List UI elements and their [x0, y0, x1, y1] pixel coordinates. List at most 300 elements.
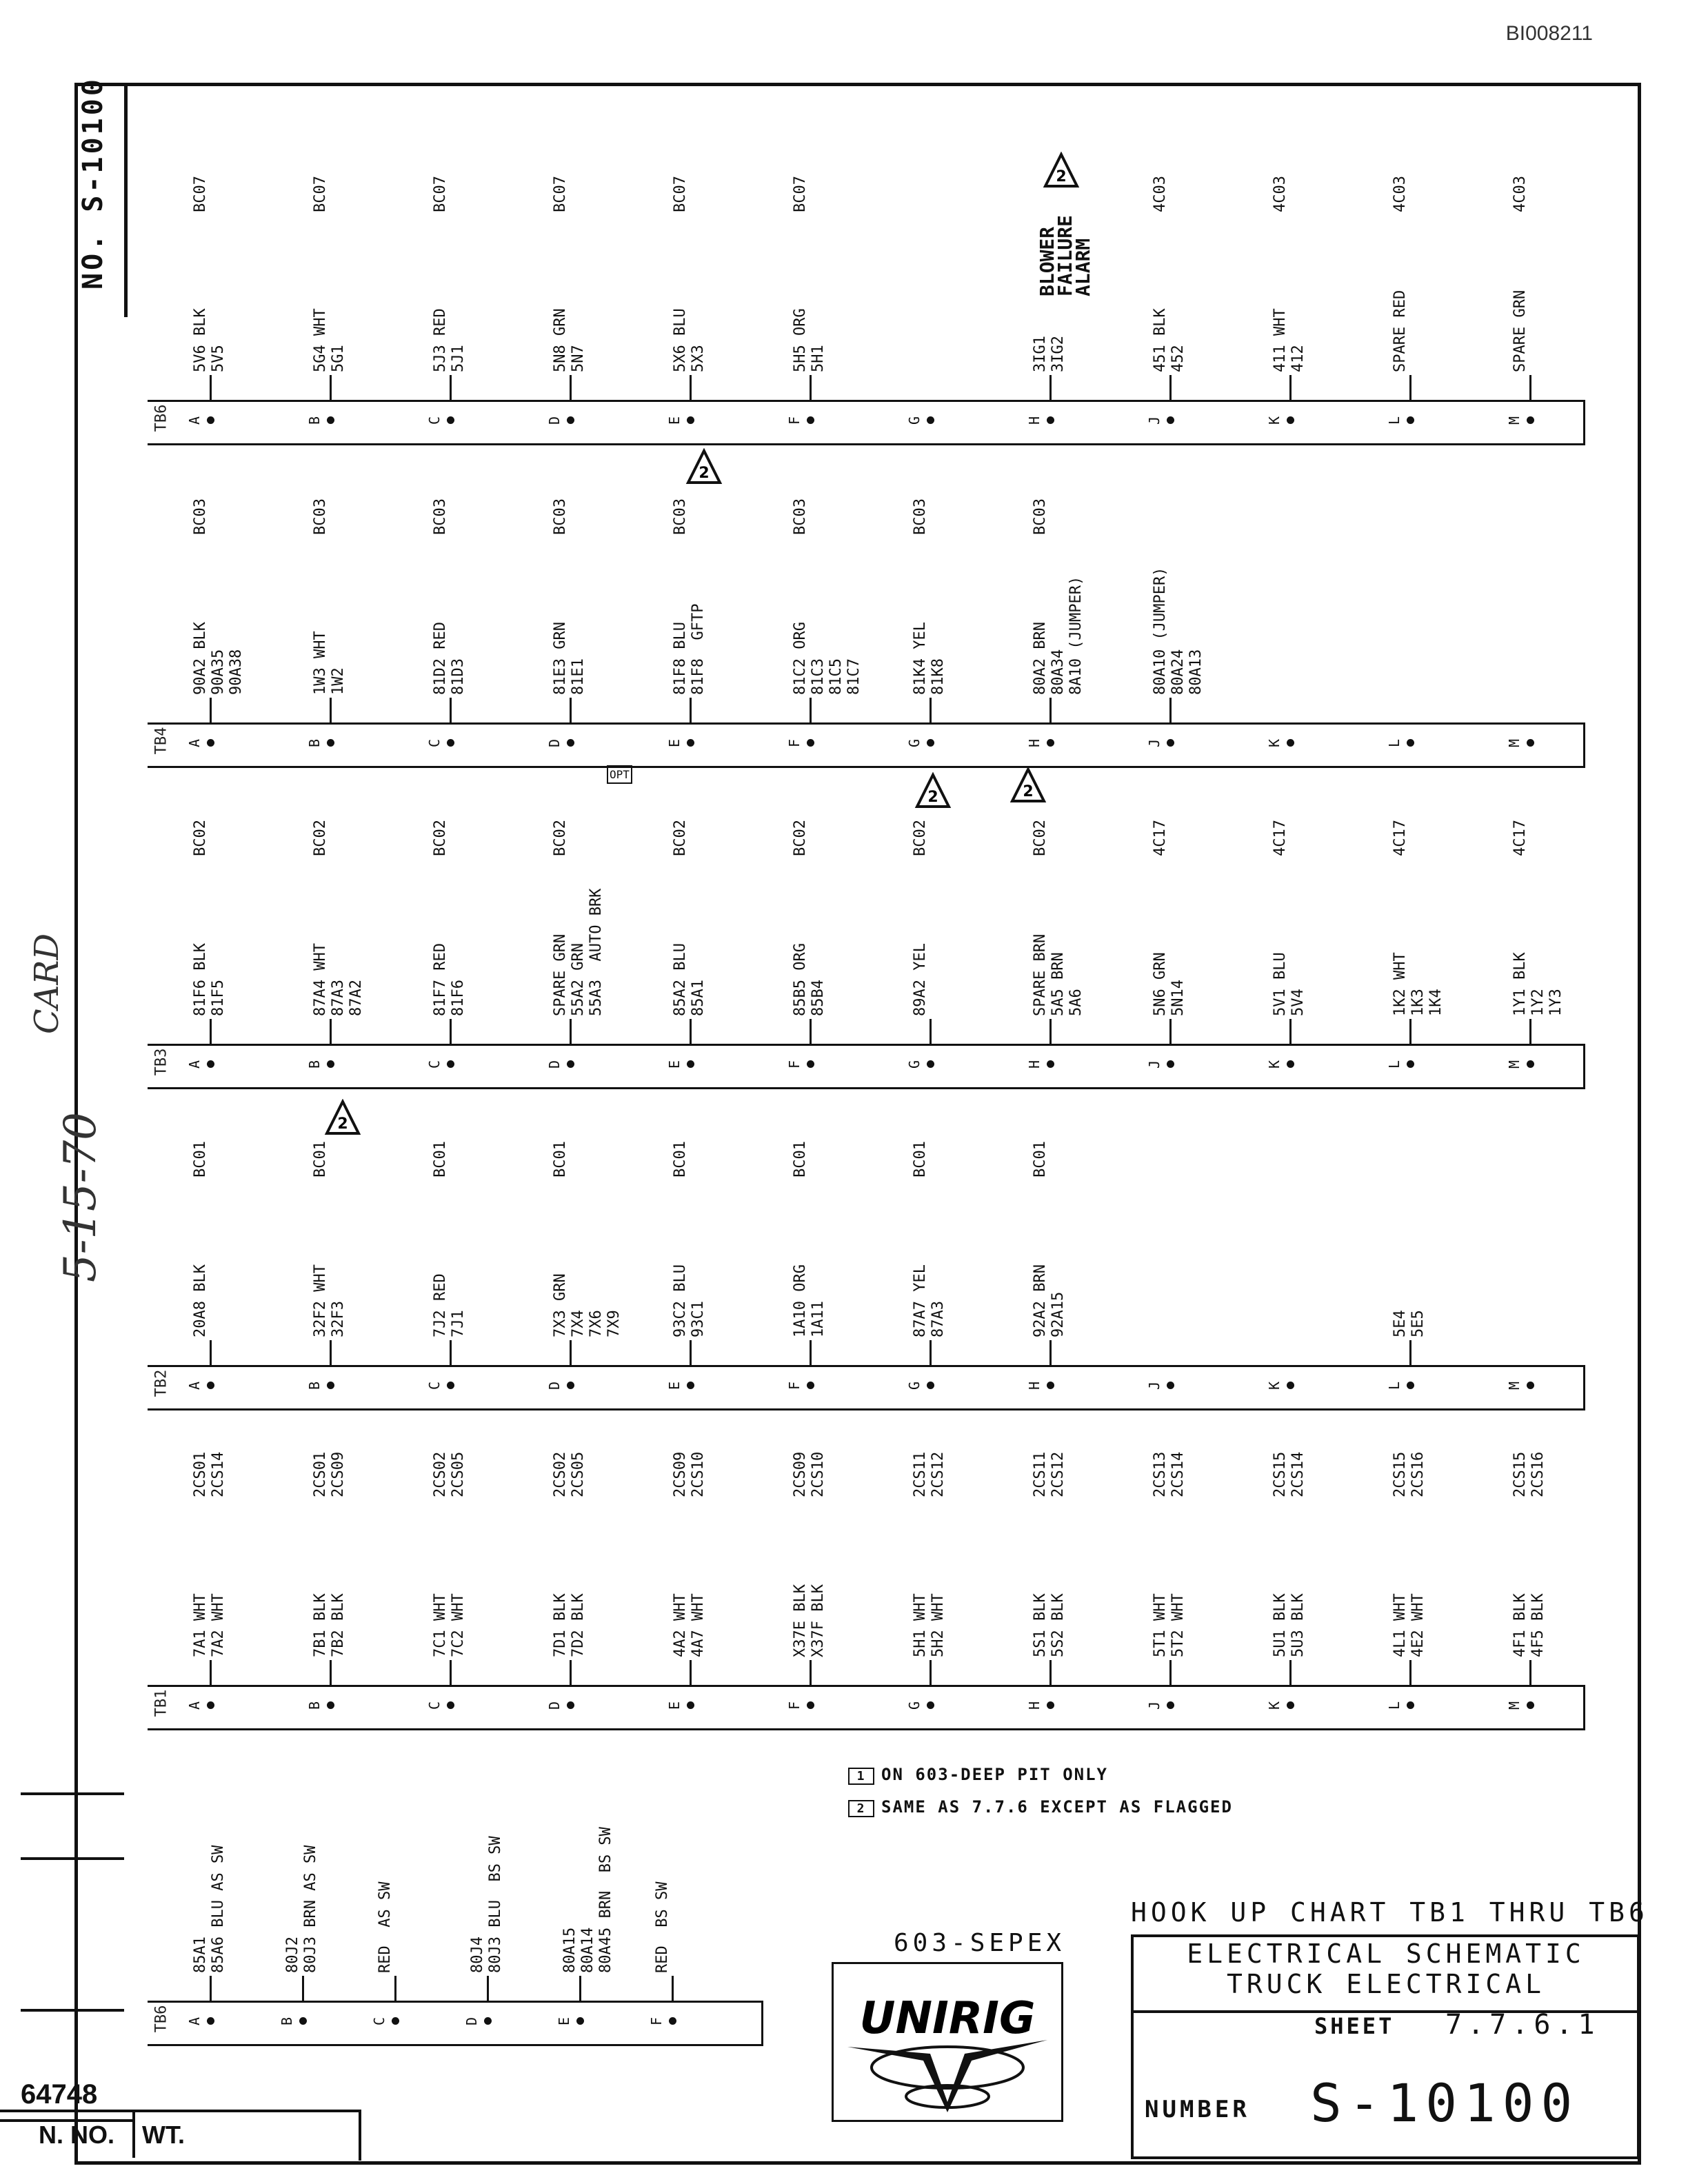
wire-label: 5J3 RED 5J1 — [432, 308, 467, 372]
terminal-dot — [1287, 416, 1294, 424]
terminal-dot — [484, 2017, 492, 2025]
terminal-dot — [207, 1060, 214, 1068]
terminal-strip-tag: TB2 — [152, 1369, 170, 1397]
wire-lead — [1169, 698, 1172, 722]
terminal-dot — [807, 1060, 814, 1068]
wire-lead — [570, 375, 572, 400]
wire-destination: BC03 — [672, 498, 689, 535]
wire-label: 1W3 WHT 1W2 — [312, 631, 347, 695]
terminal-dot — [807, 1701, 814, 1709]
number-label: NUMBER — [1145, 2096, 1250, 2123]
wire-destination: BC01 — [552, 1141, 569, 1177]
terminal-letter: L — [1386, 1701, 1403, 1710]
wire-label: 80A15 80A14 80A45 BRN BS SW — [561, 1827, 614, 1973]
wire-destination: 4C17 — [1391, 820, 1409, 856]
flag-2-triangle-icon — [914, 772, 952, 809]
terminal-letter: G — [906, 1701, 923, 1710]
svg-text:2: 2 — [699, 465, 710, 482]
terminal-dot — [807, 416, 814, 424]
terminal-letter: B — [306, 1060, 323, 1069]
terminal-strip-tag: TB6 — [152, 2005, 170, 2033]
terminal-letter: C — [371, 2016, 388, 2026]
terminal-letter: K — [1266, 1701, 1283, 1710]
wire-destination: 4C03 — [1511, 176, 1529, 212]
terminal-dot — [327, 1060, 334, 1068]
flag-2-triangle-icon — [685, 448, 723, 485]
wire-label: 5N6 GRN 5N14 — [1152, 952, 1187, 1016]
corner-code: 64748 — [21, 2079, 98, 2110]
opt-box: OPT — [607, 765, 632, 784]
title-line-1: ELECTRICAL SCHEMATIC — [1187, 1939, 1585, 1969]
wire-destination: BC02 — [792, 820, 809, 856]
wire-lead — [810, 698, 812, 722]
wire-lead — [930, 1660, 932, 1685]
wire-lead — [330, 1340, 332, 1365]
wire-lead — [1409, 1340, 1411, 1365]
wire-lead — [210, 1976, 212, 2001]
terminal-dot — [687, 416, 694, 424]
wire-label: 87A7 YEL 87A3 — [912, 1264, 947, 1337]
terminal-dot — [207, 2017, 214, 2025]
wire-label: 7X3 GRN 7X4 7X6 7X9 — [552, 1273, 623, 1337]
wire-lead — [210, 375, 212, 400]
terminal-letter: F — [786, 1060, 803, 1069]
terminal-dot — [1407, 1701, 1414, 1709]
wire-destination: BC03 — [912, 498, 929, 535]
wire-lead — [690, 375, 692, 400]
wire-destination: BC01 — [1032, 1141, 1049, 1177]
flag-2-triangle-icon — [1043, 152, 1080, 189]
wire-lead — [810, 1660, 812, 1685]
wire-lead — [450, 1340, 452, 1365]
wire-lead — [1289, 1019, 1292, 1044]
wire-label: 5G4 WHT 5G1 — [312, 308, 347, 372]
terminal-dot — [1287, 739, 1294, 747]
wire-lead — [1049, 1019, 1052, 1044]
wire-label: 5V6 BLK 5V5 — [192, 308, 227, 372]
wire-lead — [810, 1340, 812, 1365]
terminal-dot — [299, 2017, 307, 2025]
terminal-dot — [207, 1382, 214, 1389]
corner-divider — [132, 2110, 135, 2158]
wire-lead — [450, 1019, 452, 1044]
wire-label: 5H1 WHT 5H2 WHT — [912, 1593, 947, 1657]
wire-destination: BC07 — [792, 176, 809, 212]
wire-label: SPARE GRN — [1511, 290, 1529, 372]
wire-label: 7B1 BLK 7B2 BLK — [312, 1593, 347, 1657]
wire-lead — [1049, 1660, 1052, 1685]
terminal-letter: B — [306, 416, 323, 425]
left-tick — [21, 1792, 124, 1795]
wire-lead — [690, 698, 692, 722]
wire-destination: 2CS11 2CS12 — [1032, 1451, 1067, 1497]
wire-destination: BC07 — [432, 176, 449, 212]
terminal-letter: D — [546, 1060, 563, 1069]
wire-lead — [570, 1340, 572, 1365]
note-2: 2 SAME AS 7.7.6 EXCEPT AS FLAGGED — [848, 1797, 1233, 1817]
wire-label: 5T1 WHT 5T2 WHT — [1152, 1593, 1187, 1657]
terminal-dot — [327, 416, 334, 424]
terminal-strip-bar — [148, 722, 1585, 768]
terminal-letter: E — [666, 416, 683, 425]
terminal-letter: F — [786, 1701, 803, 1710]
terminal-dot — [1167, 1382, 1174, 1389]
wire-destination: BC03 — [1032, 498, 1049, 535]
terminal-letter: A — [186, 1060, 203, 1069]
logo-text: UNIRIG — [859, 1993, 1036, 2044]
wire-destination: 2CS01 2CS09 — [312, 1451, 347, 1497]
wire-lead — [330, 1019, 332, 1044]
wire-destination: BC03 — [552, 498, 569, 535]
wire-lead — [330, 375, 332, 400]
wire-lead — [930, 698, 932, 722]
terminal-letter: J — [1146, 416, 1163, 425]
wire-destination: BC03 — [192, 498, 209, 535]
wire-lead — [570, 1019, 572, 1044]
terminal-letter: F — [786, 738, 803, 748]
wire-destination: 2CS02 2CS05 — [432, 1451, 467, 1497]
terminal-strip-bar — [148, 1365, 1585, 1410]
terminal-letter: M — [1506, 1701, 1523, 1710]
wire-label: 85A1 85A6 BLU AS SW — [192, 1845, 227, 1973]
terminal-dot — [1287, 1701, 1294, 1709]
wire-lead — [1529, 375, 1531, 400]
svg-text:2: 2 — [927, 789, 938, 806]
wire-lead — [690, 1660, 692, 1685]
terminal-dot — [1287, 1060, 1294, 1068]
wire-lead — [210, 1660, 212, 1685]
wire-destination: 2CS09 2CS10 — [792, 1451, 827, 1497]
wire-label: 5U1 BLK 5U3 BLK — [1272, 1593, 1307, 1657]
wire-label: SPARE BRN 5A5 BRN 5A6 — [1032, 933, 1085, 1016]
drawing-number-vertical: NO. S-10100 — [77, 77, 109, 290]
wire-lead — [1049, 1340, 1052, 1365]
wire-label: RED AS SW — [376, 1881, 394, 1973]
terminal-letter: G — [906, 416, 923, 425]
wire-lead — [302, 1976, 304, 2001]
wire-destination: 4C03 — [1152, 176, 1169, 212]
wire-lead — [1409, 375, 1411, 400]
wire-label: 81C2 ORG 81C3 81C5 81C7 — [792, 622, 863, 695]
sheet-label: SHEET — [1314, 2013, 1395, 2039]
terminal-dot — [447, 416, 454, 424]
wire-destination: BC01 — [672, 1141, 689, 1177]
wire-lead — [450, 375, 452, 400]
wire-label: 4A2 WHT 4A7 WHT — [672, 1593, 707, 1657]
terminal-letter: J — [1146, 1060, 1163, 1069]
wire-destination: BC02 — [912, 820, 929, 856]
title-line-2: TRUCK ELECTRICAL — [1226, 1969, 1546, 1999]
terminal-letter: J — [1146, 738, 1163, 748]
wire-destination: 2CS13 2CS14 — [1152, 1451, 1187, 1497]
terminal-dot — [447, 1701, 454, 1709]
terminal-strip-bar — [148, 1044, 1585, 1089]
terminal-letter: C — [426, 1381, 443, 1391]
flag-2-triangle-icon — [324, 1099, 361, 1136]
wire-lead — [810, 375, 812, 400]
terminal-dot — [1527, 1701, 1534, 1709]
wire-lead — [487, 1976, 489, 2001]
wire-label: 81F6 BLK 81F5 — [192, 943, 227, 1016]
terminal-letter: H — [1026, 1060, 1043, 1069]
wire-label: 20A8 BLK — [192, 1264, 209, 1337]
terminal-letter: F — [786, 416, 803, 425]
wire-label: 80J2 80J3 BRN AS SW — [284, 1845, 319, 1973]
wire-lead — [210, 1019, 212, 1044]
wire-lead — [690, 1019, 692, 1044]
terminal-dot — [927, 1701, 934, 1709]
terminal-dot — [207, 416, 214, 424]
terminal-dot — [927, 1060, 934, 1068]
terminal-letter: K — [1266, 1060, 1283, 1069]
terminal-letter: M — [1506, 738, 1523, 748]
wire-label: 81F8 BLU 81F8 GFTP — [672, 603, 707, 695]
wire-destination: BC03 — [792, 498, 809, 535]
terminal-letter: C — [426, 1701, 443, 1710]
terminal-dot — [207, 739, 214, 747]
terminal-dot — [807, 739, 814, 747]
left-tick — [21, 1857, 124, 1860]
terminal-dot — [927, 739, 934, 747]
terminal-letter: A — [186, 1381, 203, 1391]
svg-text:2: 2 — [1023, 783, 1034, 800]
terminal-dot — [1527, 739, 1534, 747]
wire-lead — [930, 1340, 932, 1365]
terminal-letter: G — [906, 1060, 923, 1069]
unirig-logo — [832, 1962, 1063, 2122]
wire-label: 85A2 BLU 85A1 — [672, 943, 707, 1016]
terminal-letter: E — [556, 2016, 573, 2026]
wire-destination: 2CS09 2CS10 — [672, 1451, 707, 1497]
wire-lead — [930, 1019, 932, 1044]
terminal-letter: L — [1386, 1381, 1403, 1391]
terminal-dot — [327, 1382, 334, 1389]
wire-lead — [394, 1976, 396, 2001]
wire-lead — [1049, 375, 1052, 400]
terminal-dot — [687, 1382, 694, 1389]
terminal-dot — [1047, 1060, 1054, 1068]
sheet-value: 7.7.6.1 — [1445, 2009, 1600, 2041]
wire-label: 7A1 WHT 7A2 WHT — [192, 1593, 227, 1657]
terminal-dot — [1167, 416, 1174, 424]
wire-label: 3IG1 3IG2 — [1032, 336, 1067, 372]
terminal-letter: F — [786, 1381, 803, 1391]
dn-no-label: N. NO. — [39, 2121, 115, 2149]
terminal-letter: D — [546, 738, 563, 748]
terminal-strip-tag: TB1 — [152, 1689, 170, 1717]
terminal-dot — [1047, 1382, 1054, 1389]
terminal-letter: G — [906, 1381, 923, 1391]
terminal-dot — [327, 1701, 334, 1709]
wire-label: X37E BLK X37F BLK — [792, 1584, 827, 1657]
notes — [848, 1765, 1233, 1830]
terminal-letter: L — [1386, 1060, 1403, 1069]
wire-label: 80A2 BRN 80A34 8A10 (JUMPER) — [1032, 576, 1085, 695]
terminal-dot — [1167, 1060, 1174, 1068]
wire-destination: BC07 — [672, 176, 689, 212]
note-1: 1 ON 603-DEEP PIT ONLY — [848, 1765, 1233, 1785]
left-tick — [21, 2009, 124, 2012]
wire-label: 4L1 WHT 4E2 WHT — [1391, 1593, 1427, 1657]
wire-destination: BC02 — [552, 820, 569, 856]
wire-destination: BC07 — [192, 176, 209, 212]
terminal-dot — [669, 2017, 676, 2025]
terminal-dot — [687, 1701, 694, 1709]
wire-label: 1A10 ORG 1A11 — [792, 1264, 827, 1337]
wire-lead — [330, 1660, 332, 1685]
wire-lead — [570, 1660, 572, 1685]
terminal-letter: H — [1026, 1701, 1043, 1710]
terminal-letter: E — [666, 738, 683, 748]
wire-destination: 4C03 — [1391, 176, 1409, 212]
wire-destination: 4C17 — [1511, 820, 1529, 856]
wire-label: 5V1 BLU 5V4 — [1272, 952, 1307, 1016]
wire-lead — [1169, 375, 1172, 400]
terminal-dot — [447, 1382, 454, 1389]
terminal-dot — [807, 1382, 814, 1389]
terminal-letter: M — [1506, 1381, 1523, 1391]
terminal-letter: L — [1386, 416, 1403, 425]
terminal-letter: J — [1146, 1381, 1163, 1391]
terminal-letter: E — [666, 1060, 683, 1069]
terminal-dot — [1407, 1382, 1414, 1389]
svg-text:2: 2 — [337, 1115, 348, 1133]
wire-destination: 2CS15 2CS16 — [1511, 1451, 1547, 1497]
terminal-letter: C — [426, 1060, 443, 1069]
terminal-letter: A — [186, 2016, 203, 2026]
wire-lead — [1289, 375, 1292, 400]
terminal-dot — [327, 739, 334, 747]
terminal-letter: D — [546, 1701, 563, 1710]
terminal-letter: B — [306, 1381, 323, 1391]
terminal-letter: C — [426, 416, 443, 425]
wire-destination: 4C17 — [1152, 820, 1169, 856]
hookup-title: HOOK UP CHART TB1 THRU TB6 — [1131, 1897, 1649, 1928]
wire-destination: BC01 — [312, 1141, 329, 1177]
wire-lead — [1409, 1019, 1411, 1044]
terminal-dot — [1527, 1382, 1534, 1389]
terminal-dot — [687, 739, 694, 747]
number-value: S-10100 — [1310, 2072, 1580, 2134]
terminal-letter: D — [546, 1381, 563, 1391]
terminal-dot — [567, 416, 574, 424]
wire-label: SPARE GRN 55A2 GRN 55A3 AUTO BRK — [552, 888, 605, 1016]
handwritten-date: 5-15-70 — [55, 1112, 106, 1282]
wire-lead — [1529, 1660, 1531, 1685]
wire-label: 7D1 BLK 7D2 BLK — [552, 1593, 587, 1657]
wire-destination: BC03 — [432, 498, 449, 535]
wire-destination: BC01 — [432, 1141, 449, 1177]
wire-lead — [579, 1976, 581, 2001]
terminal-dot — [1407, 739, 1414, 747]
wire-label: 5N8 GRN 5N7 — [552, 308, 587, 372]
wire-destination: BC03 — [312, 498, 329, 535]
wire-label: 5H5 ORG 5H1 — [792, 308, 827, 372]
wire-lead — [1409, 1660, 1411, 1685]
terminal-dot — [567, 1701, 574, 1709]
wire-destination: BC02 — [1032, 820, 1049, 856]
terminal-dot — [567, 1060, 574, 1068]
blower-failure-alarm: BLOWER FAILURE ALARM — [1036, 214, 1094, 296]
wire-label: 90A2 BLK 90A35 90A38 — [192, 622, 245, 695]
terminal-strip-tag: TB4 — [152, 727, 170, 755]
terminal-letter: L — [1386, 738, 1403, 748]
terminal-letter: B — [306, 1701, 323, 1710]
wire-label: 1Y1 BLK 1Y2 1Y3 — [1511, 952, 1565, 1016]
wire-label: 1K2 WHT 1K3 1K4 — [1391, 952, 1445, 1016]
terminal-strip-tag: TB6 — [152, 404, 170, 432]
terminal-dot — [1407, 416, 1414, 424]
terminal-letter: A — [186, 416, 203, 425]
terminal-letter: H — [1026, 416, 1043, 425]
wire-lead — [1289, 1660, 1292, 1685]
wire-label: 411 WHT 412 — [1272, 308, 1307, 372]
terminal-letter: H — [1026, 1381, 1043, 1391]
terminal-letter: E — [666, 1381, 683, 1391]
wire-destination: BC01 — [792, 1141, 809, 1177]
flag-2-triangle-icon — [1009, 767, 1047, 804]
terminal-dot — [687, 1060, 694, 1068]
wire-destination: BC01 — [192, 1141, 209, 1177]
terminal-dot — [392, 2017, 399, 2025]
wire-lead — [1529, 1019, 1531, 1044]
document-id: BI008211 — [1505, 22, 1593, 45]
wire-label: 87A4 WHT 87A3 87A2 — [312, 943, 365, 1016]
terminal-strip-tag: TB3 — [152, 1048, 170, 1076]
wire-label: 81E3 GRN 81E1 — [552, 622, 587, 695]
terminal-dot — [1527, 416, 1534, 424]
wire-label: 85B5 ORG 85B4 — [792, 943, 827, 1016]
terminal-dot — [576, 2017, 584, 2025]
handwritten-card: CARD — [28, 933, 66, 1034]
terminal-dot — [207, 1701, 214, 1709]
terminal-dot — [1047, 739, 1054, 747]
terminal-letter: K — [1266, 1381, 1283, 1391]
terminal-letter: A — [186, 738, 203, 748]
wire-lead — [330, 698, 332, 722]
wire-label: 451 BLK 452 — [1152, 308, 1187, 372]
wire-label: 93C2 BLU 93C1 — [672, 1264, 707, 1337]
wire-lead — [570, 698, 572, 722]
wire-lead — [1169, 1019, 1172, 1044]
wire-lead — [672, 1976, 674, 2001]
wire-destination: 2CS15 2CS16 — [1391, 1451, 1427, 1497]
wire-destination: 2CS15 2CS14 — [1272, 1451, 1307, 1497]
wire-label: 81F7 RED 81F6 — [432, 943, 467, 1016]
wire-lead — [1169, 1660, 1172, 1685]
terminal-letter: E — [666, 1701, 683, 1710]
wire-destination: BC02 — [192, 820, 209, 856]
terminal-dot — [1287, 1382, 1294, 1389]
terminal-dot — [1047, 1701, 1054, 1709]
wire-destination: BC07 — [552, 176, 569, 212]
wire-label: 7C1 WHT 7C2 WHT — [432, 1593, 467, 1657]
terminal-dot — [1527, 1060, 1534, 1068]
wire-lead — [210, 1340, 212, 1365]
wire-label: 80A10 (JUMPER) 80A24 80A13 — [1152, 567, 1205, 695]
terminal-letter: C — [426, 738, 443, 748]
wt-label: WT. — [142, 2121, 185, 2149]
wire-label: SPARE RED — [1391, 290, 1409, 372]
svg-text:2: 2 — [1056, 168, 1067, 185]
wire-label: 80J4 80J3 BLU BS SW — [469, 1836, 504, 1973]
wire-label: 5X6 BLU 5X3 — [672, 308, 707, 372]
terminal-dot — [1047, 416, 1054, 424]
wire-label: 32F2 WHT 32F3 — [312, 1264, 347, 1337]
terminal-dot — [927, 1382, 934, 1389]
wire-lead — [690, 1340, 692, 1365]
terminal-letter: D — [463, 2016, 481, 2026]
